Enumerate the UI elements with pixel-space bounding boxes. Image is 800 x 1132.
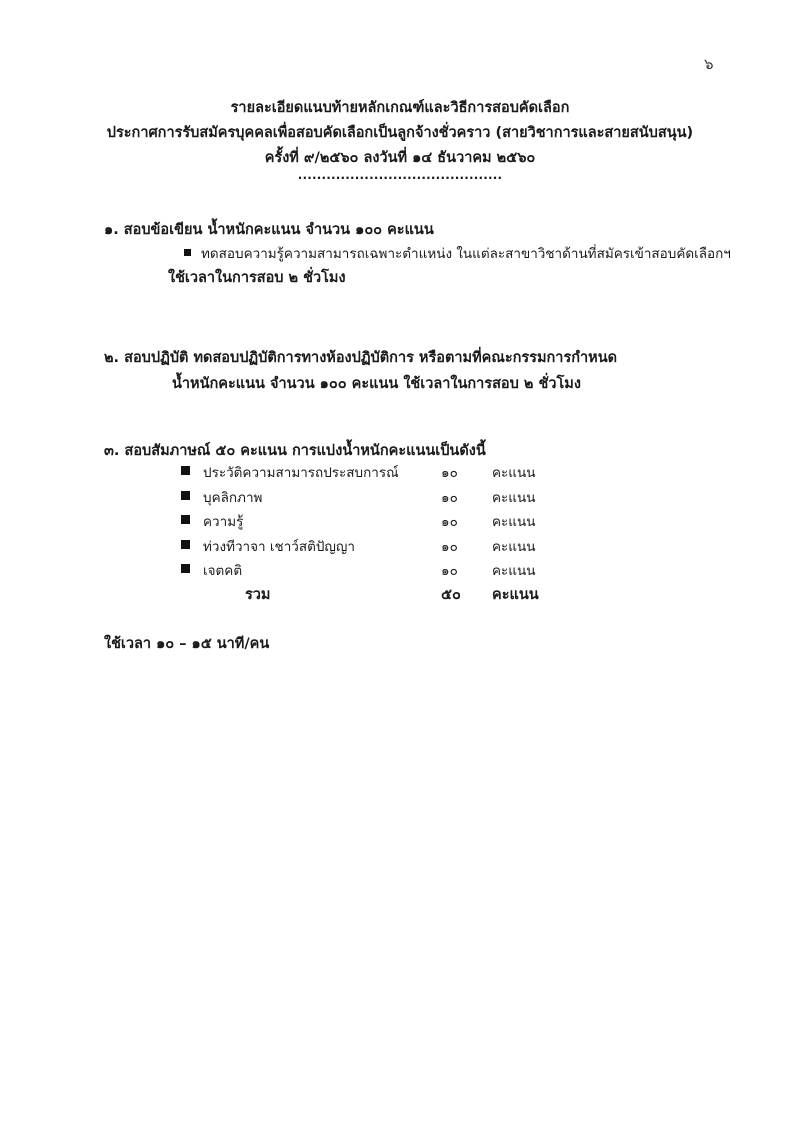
score-item-value: ๑๐ [441,490,458,506]
section-1-bullet-item [184,242,731,264]
score-item-label: ท่วงทีวาจา เชาว์สติปัญญา [203,539,356,555]
section-3-heading: ๓. สอบสัมภาษณ์ ๕๐ คะแนน การแบ่งน้ำหนักคะแนนเป็นดังนี้ [104,443,486,459]
document-title-line-3: ครั้งที่ ๙/๒๕๖๐ ลงวันที่ ๑๔ ธันวาคม ๒๕๖๐ [264,150,536,166]
bullet-square-icon [181,515,190,524]
bullet-square-icon [181,564,190,573]
score-item-unit: คะแนน [492,539,536,555]
section-1-heading: ๑. สอบข้อเขียน น้ำหนักคะแนน จำนวน ๑๐๐ คะแนน [104,222,434,238]
score-total-label: รวม [245,587,271,603]
score-item-value: ๑๐ [441,539,458,555]
bullet-square-icon [181,491,190,500]
score-item-value: ๑๐ [441,563,458,579]
interview-time: ใช้เวลา ๑๐ – ๑๕ นาที/คน [104,636,270,652]
score-item-unit: คะแนน [492,490,536,506]
score-item-unit: คะแนน [492,465,536,481]
section-2-line-2: น้ำหนักคะแนน จำนวน ๑๐๐ คะแนน ใช้เวลาในการสอบ ๒ ชั่วโมง [172,376,581,392]
score-item-label: บุคลิกภาพ [203,490,263,506]
score-item-unit: คะแนน [492,563,536,579]
score-item-label: เจตคติ [203,563,243,579]
document-title-line-1: รายละเอียดแนบท้ายหลักเกณฑ์และวิธีการสอบคัดเลือก [230,100,570,116]
bullet-square-icon [181,540,190,549]
score-item-label: ประวัติความสามารถประสบการณ์ [203,465,399,481]
document-title-line-2: ประกาศการรับสมัครบุคคลเพื่อสอบคัดเลือกเป็นลูกจ้างชั่วคราว (สายวิชาการและสายสนับสนุน) [106,125,694,141]
section-1-time: ใช้เวลาในการสอบ ๒ ชั่วโมง [168,270,346,286]
bullet-square-icon [184,249,191,256]
score-total-unit: คะแนน [492,587,539,603]
score-item-unit: คะแนน [492,514,536,530]
score-item-label: ความรู้ [203,514,244,530]
section-1-bullet-text: ทดสอบความรู้ความสามารถเฉพาะตำแหน่ง ในแต่ละสาขาวิชาด้านที่สมัครเข้าสอบคัดเลือกฯ [201,246,731,262]
score-item-value: ๑๐ [441,465,458,481]
separator-dots: ........................................... [297,168,503,182]
section-2-heading: ๒. สอบปฏิบัติ ทดสอบปฏิบัติการทางห้องปฏิบัติการ หรือตามที่คณะกรรมการกำหนด [104,350,618,366]
page-number: ๖ [704,55,714,73]
bullet-square-icon [181,466,190,475]
score-total-value: ๕๐ [441,587,461,603]
score-item-value: ๑๐ [441,514,458,530]
